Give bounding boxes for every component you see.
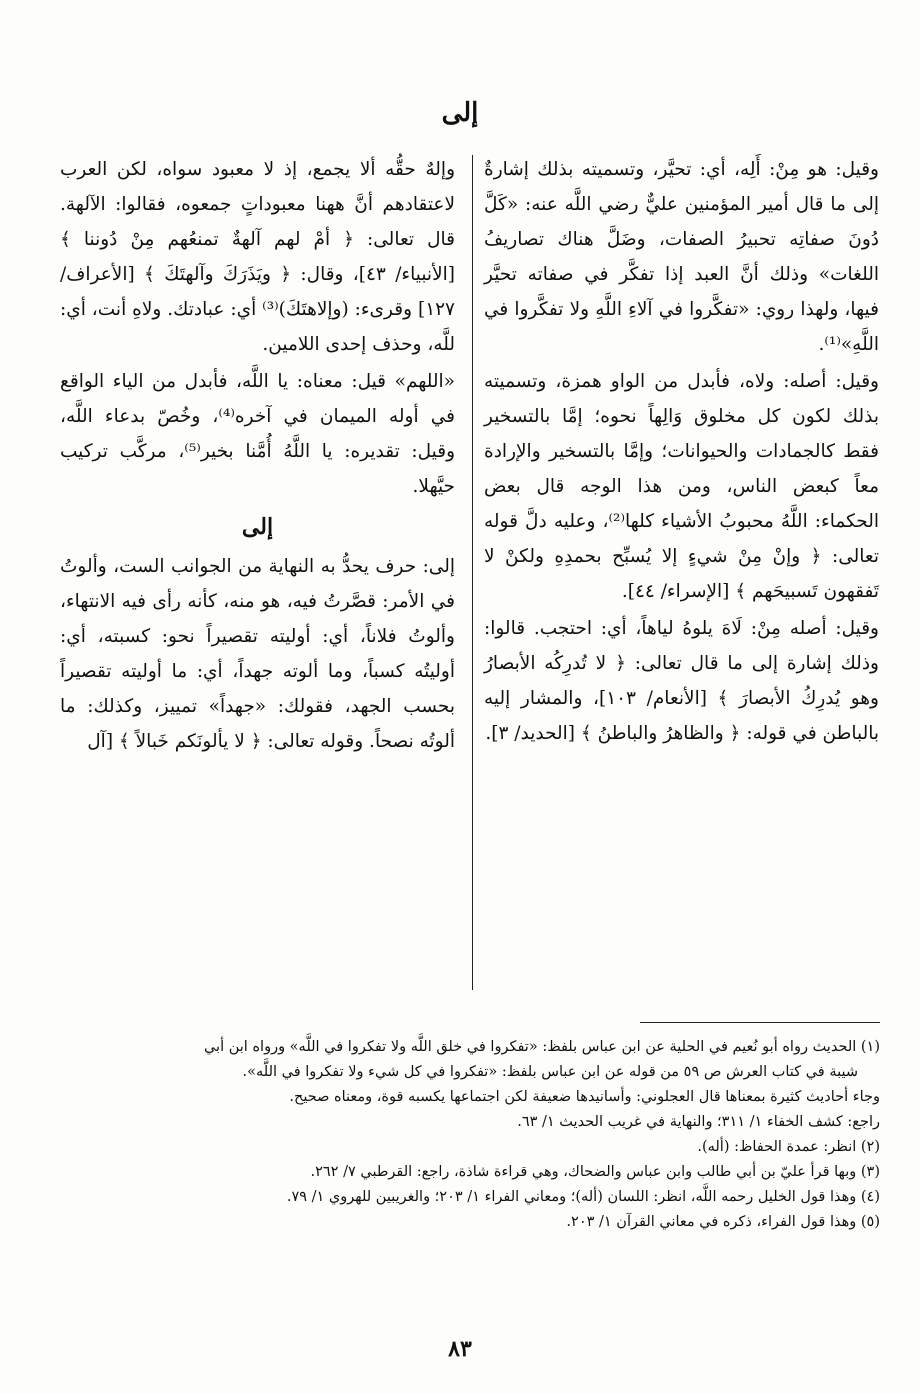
footnotes — [60, 1035, 880, 1235]
footnote: (٤) وهذا قول الخليل رحمه اللَّه، انظر: اللسان (أله)؛ ومعاني الفراء ١/ ٢٠٣؛ والغريبين للهروي ١/ ٧٩. — [286, 1189, 880, 1205]
paragraph: وقيل: أصله مِنْ: لَاهَ يلوهُ لياهاً، أي: احتجب. قالوا: وذلك إشارة إلى ما قال تعالى: ﴿ لا تُدرِكُه الأبصارُ وهو يُدرِكُ الأبصارَ ﴾ [الأنعام/ ١٠٣]، والمشار إليه بالباطن في قوله: ﴿ والظاهرُ والباطنُ ﴾ [الحديد/ ٣]. — [484, 618, 879, 744]
footnote: (١) الحديث رواه أبو نُعيم في الحلية عن ابن عباس بلفظ: «تفكروا في خلق اللَّه ولا تفكروا في اللَّه» ورواه ابن أبي — [203, 1039, 880, 1055]
footnote-separator — [640, 1022, 880, 1023]
paragraph: وإلهٌ حقُّه ألا يجمع، إذ لا معبود سواه، لكن العرب لاعتقادهم أنَّ ههنا معبوداتٍ جمعوه، فقالوا: الآلهة. قال تعالى: ﴿ أمْ لهم آلهةٌ تمنعُهم مِنْ دُوننا ﴾ [الأنبياء/ ٤٣]، وقال: ﴿ ويَذَرَكَ وآلهتَكَ ﴾ [الأعراف/ ١٢٧] وقرىء: (وإلاهتَكَ)⁽³⁾ أي: عبادتك. ولاهِ أنت، أي: للَّه، وحذف إحدى اللامين. — [60, 159, 455, 355]
right-column — [484, 152, 879, 753]
column-divider — [472, 155, 473, 990]
running-header: إلى — [441, 98, 479, 128]
footnote-continuation: شيبة في كتاب العرش ص ٥٩ من قوله عن ابن عباس بلفظ: «تفكروا في كل شيء ولا تفكروا في اللَّه». — [242, 1064, 858, 1080]
footnote-continuation: وجاء أحاديث كثيرة بمعناها قال العجلوني: وأسانيدها ضعيفة لكن اجتماعها يكسبه قوة، ومعناه صحيح. — [289, 1089, 880, 1105]
page-number: ٨٣ — [448, 1336, 472, 1362]
entry-heading: إلى — [241, 514, 274, 540]
paragraph: إلى: حرف يحدُّ به النهاية من الجوانب الست، وألوتُ في الأمر: قصَّرتُ فيه، هو منه، كأنه رأى فيه الانتهاء، وألوتُ فلاناً، أي: أوليته تقصيراً نحو: كسبته، أي: أوليتُه كسباً، وما ألوته جهداً، أي: ما أوليته تقصيراً بحسب الجهد، فقولك: «جهداً» تمييز، وكذلك: ما ألوتُه نصحاً. وقوله تعالى: ﴿ لا يألونَكم خَبالاً ﴾ [آل — [60, 556, 455, 752]
footnote: (٣) وبها قرأ عليّ بن أبي طالب وابن عباس والضحاك، وهي قراءة شاذة، راجع: القرطبي ٧/ ٢٦٢. — [310, 1164, 880, 1180]
paragraph: وقيل: أصله: ولاه، فأبدل من الواو همزة، وتسميته بذلك لكون كل مخلوق وَالِهاً نحوه؛ إمَّا بالتسخير فقط كالجمادات والحيوانات؛ وإمَّا بالتسخير والإرادة معاً كبعض الناس، ومن هذا الوجه قال بعض الحكماء: اللَّهُ محبوبُ الأشياء كلها⁽²⁾، وعليه دلَّ قوله تعالى: ﴿ وإنْ مِنْ شيءٍ إلا يُسبِّح بحمدِهِ ولكنْ لا تَفقهون تَسبيحَهم ﴾ [الإسراء/ ٤٤]. — [484, 371, 879, 602]
left-column — [60, 152, 455, 761]
paragraph: «اللهم» قيل: معناه: يا اللَّه، فأبدل من الياء الواقع في أوله الميمان في آخره⁽⁴⁾، وخُصّ بدعاء اللَّه، وقيل: تقديره: يا اللَّهُ أُمَّنا بخير⁽⁵⁾، مركَّب تركيب حيَّهلا. — [60, 371, 456, 497]
footnote-continuation: راجع: كشف الخفاء ١/ ٣١١؛ والنهاية في غريب الحديث ١/ ٦٣. — [517, 1114, 880, 1130]
paragraph: وقيل: هو مِنْ: أَلِه، أي: تحيَّر، وتسميته بذلك إشارةٌ إلى ما قال أمير المؤمنين عليٌّ رضي اللَّه عنه: «كَلَّ دُونَ صفاتِه تحبيرُ الصفات، وضَلَّ هناك تصاريفُ اللغات» وذلك أنَّ العبد إذا تفكَّر في صفاته تحيَّر فيها، ولهذا روي: «تفكَّروا في آلاءِ اللَّهِ ولا تفكَّروا في اللَّهِ»⁽¹⁾. — [484, 159, 879, 355]
footnote: (٢) انظر: عمدة الحفاظ: (أله). — [697, 1139, 880, 1155]
footnote: (٥) وهذا قول الفراء، ذكره في معاني القرآن ١/ ٢٠٣. — [566, 1214, 880, 1230]
